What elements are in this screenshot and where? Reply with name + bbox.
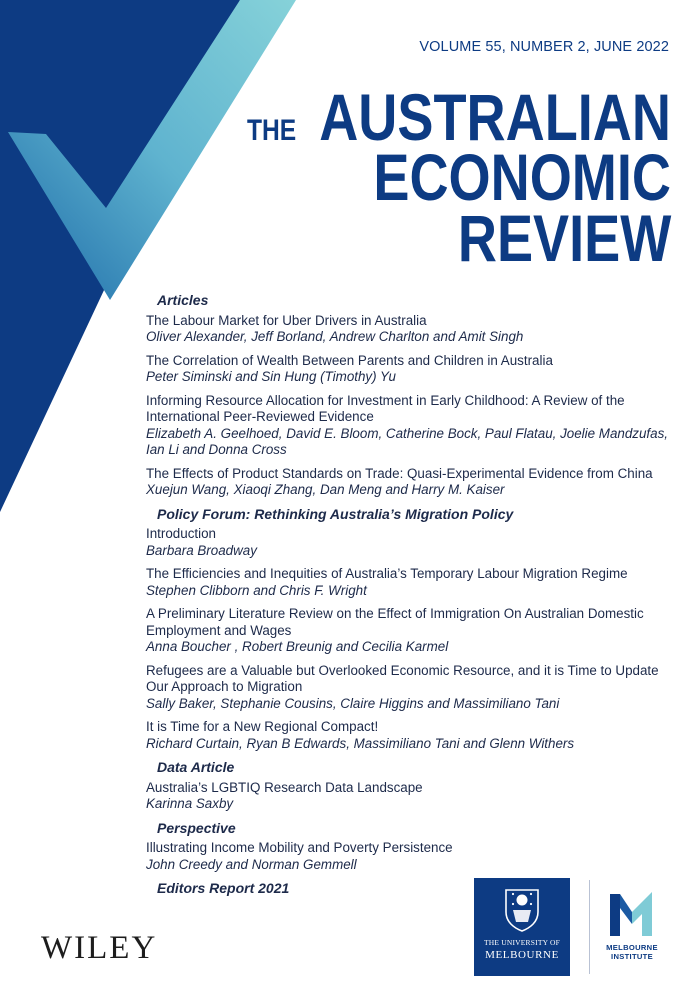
section-policy-forum <box>146 505 676 753</box>
article-title[interactable]: It is Time for a New Regional Compact! <box>146 719 379 734</box>
section-perspective <box>146 819 676 874</box>
section-heading: Policy Forum: Rethinking Australia’s Migration Policy <box>157 505 514 522</box>
article-authors: Peter Siminski and Sin Hung (Timothy) Yu <box>146 369 396 384</box>
logo-divider <box>589 880 590 974</box>
uom-line-2: MELBOURNE <box>485 949 559 961</box>
article-authors: Xuejun Wang, Xiaoqi Zhang, Dan Meng and Harry M. Kaiser <box>146 482 505 497</box>
melbourne-institute-mark-icon <box>608 890 654 938</box>
article-title[interactable]: Informing Resource Allocation for Investment in Early Childhood: A Review of the International Peer-Reviewed Evidence <box>146 392 625 424</box>
article-title[interactable]: Refugees are a Valuable but Overlooked Economic Resource, and it is Time to Update Our Approach to Migration <box>146 662 659 694</box>
crest-icon <box>504 888 540 932</box>
volume-issue-line: VOLUME 55, NUMBER 2, JUNE 2022 <box>419 39 669 55</box>
title-line-3: REVIEW <box>457 201 671 275</box>
article-entry[interactable] <box>146 526 676 559</box>
article-entry[interactable] <box>146 780 676 813</box>
title-line-1: AUSTRALIAN <box>319 80 671 154</box>
melbourne-institute-wordmark <box>596 943 668 961</box>
title-line-2: ECONOMIC <box>373 140 671 214</box>
article-entry[interactable] <box>146 663 676 713</box>
table-of-contents <box>146 292 676 901</box>
article-title[interactable]: Introduction <box>146 526 216 541</box>
article-authors: Elizabeth A. Geelhoed, David E. Bloom, Catherine Bock, Paul Flatau, Joelie Mandzufas, Ian Li and Donna Cross <box>146 425 669 457</box>
article-entry[interactable] <box>146 466 676 499</box>
section-editors-report <box>156 880 676 897</box>
article-title[interactable]: Australia’s LGBTIQ Research Data Landscape <box>146 779 423 795</box>
article-title[interactable]: The Efficiencies and Inequities of Australia’s Temporary Labour Migration Regime <box>146 566 628 581</box>
section-heading: Perspective <box>157 819 236 836</box>
article-authors: Stephen Clibborn and Chris F. Wright <box>146 582 367 598</box>
article-entry[interactable] <box>146 353 676 386</box>
article-entry[interactable] <box>146 313 676 346</box>
article-authors: John Creedy and Norman Gemmell <box>146 856 357 872</box>
wiley-logo: WILEY <box>41 930 158 966</box>
section-articles <box>146 292 676 499</box>
mi-line-1: MELBOURNE <box>606 943 658 952</box>
section-data-article <box>146 759 676 813</box>
article-authors: Richard Curtain, Ryan B Edwards, Massimiliano Tani and Glenn Withers <box>146 735 575 751</box>
article-entry[interactable] <box>146 840 676 873</box>
article-entry[interactable] <box>146 566 676 599</box>
article-entry[interactable] <box>146 606 676 656</box>
section-heading: Data Article <box>157 759 235 775</box>
article-authors: Oliver Alexander, Jeff Borland, Andrew Charlton and Amit Singh <box>146 329 524 344</box>
article-entry[interactable] <box>146 393 676 459</box>
article-authors: Sally Baker, Stephanie Cousins, Claire Higgins and Massimiliano Tani <box>146 695 560 711</box>
article-title[interactable]: The Labour Market for Uber Drivers in Australia <box>146 312 427 328</box>
article-title[interactable]: The Effects of Product Standards on Trade: Quasi-Experimental Evidence from China <box>146 465 653 481</box>
article-authors: Karinna Saxby <box>146 796 234 811</box>
mi-line-2: INSTITUTE <box>611 952 653 961</box>
uom-line-1: THE UNIVERSITY OF <box>483 938 561 947</box>
section-heading[interactable]: Editors Report 2021 <box>157 880 290 896</box>
article-title[interactable]: Illustrating Income Mobility and Poverty Persistence <box>146 840 453 855</box>
university-of-melbourne-logo <box>474 878 570 976</box>
article-authors: Anna Boucher , Robert Breunig and Cecilia Karmel <box>146 639 449 654</box>
title-the: THE <box>247 114 297 147</box>
article-title[interactable]: A Preliminary Literature Review on the Effect of Immigration On Australian Domestic Employment and Wages <box>146 606 644 638</box>
article-authors: Barbara Broadway <box>146 542 257 558</box>
section-heading: Articles <box>157 292 209 308</box>
article-title[interactable]: The Correlation of Wealth Between Parents and Children in Australia <box>146 352 553 368</box>
article-entry[interactable] <box>146 719 676 752</box>
